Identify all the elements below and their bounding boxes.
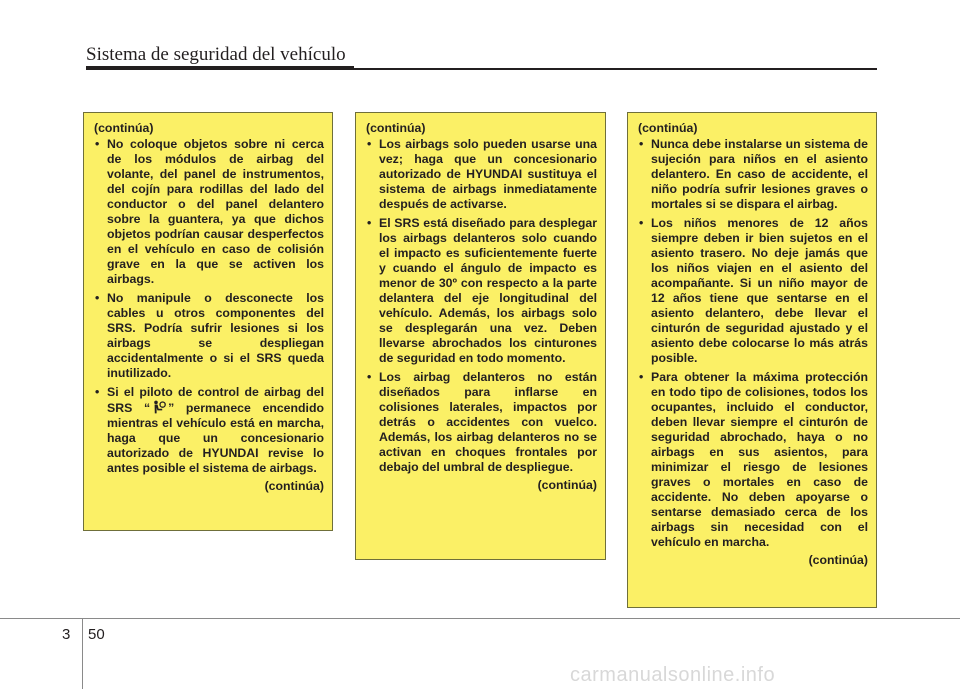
bullet-list [366, 137, 597, 475]
bullet-item: • No coloque objetos sobre ni cerca de los módulos de airbag del volante, del panel de instrumentos, del cojín para rodillas del lado del conductor o del panel delantero sobre la guantera, ya que dichos objetos podrían causar desperfectos en el vehículo en caso de colisión grave en la que se activen los airbags. [94, 137, 324, 287]
footer-rule [0, 618, 960, 619]
bullet-item-airbag-light [94, 385, 324, 476]
bullet-list [638, 137, 868, 550]
header-bar [86, 66, 354, 70]
bullet-item: • Para obtener la máxima protección en todo tipo de colisiones, todos los ocupantes, incluido el conductor, deben llevar siempre el cinturón de seguridad abrochado, haya o no airbags en sus asientos, para minimizar el riesgo de lesiones graves o mortales en caso de accidente. No deben apoyarse o sentarse demasiado cerca de los airbags sin necesidad con el vehículo en marcha. [638, 370, 868, 550]
warning-panel-2 [355, 112, 606, 560]
watermark-text: carmanualsonline.info [570, 664, 776, 686]
bullet-item: • Los airbags solo pueden usarse una vez; haga que un concesionario autorizado de HYUNDAI sustituya el sistema de airbags inmediatamente después de activarse. [366, 137, 597, 212]
warning-panel-3 [627, 112, 877, 608]
bullet-item: • El SRS está diseñado para desplegar los airbags delanteros solo cuando el impacto es suficientemente fuerte y cuando el ángulo de impacto es menor de 30º con respecto a la parte delantera del eje longitudinal del vehículo. Además, los airbags solo se desplegarán una vez. Deben llevarse abrochados los cinturones de seguridad en todo momento. [366, 216, 597, 366]
warning-panel-1 [83, 112, 333, 531]
footer-divider [82, 618, 83, 689]
bullet-list [94, 137, 324, 476]
continued-label-bottom: (continúa) [264, 479, 324, 493]
bullet-item: • No manipule o desconecte los cables u otros componentes del SRS. Podría sufrir lesiones si los airbags se despliegan accidentalmente o si el SRS queda inutilizado. [94, 291, 324, 381]
continued-label-bottom: (continúa) [808, 553, 868, 567]
continued-label-bottom: (continúa) [537, 478, 597, 492]
header-rule [354, 68, 877, 70]
airbag-warning-icon [152, 400, 166, 414]
bullet-item: • Nunca debe instalarse un sistema de sujeción para niños en el asiento delantero. En caso de accidente, el niño podría sufrir lesiones graves o mortales si se dispara el airbag. [638, 137, 868, 212]
continued-label-top: (continúa) [94, 121, 154, 135]
bullet-text: Si el piloto de control de airbag del SRS “ [107, 385, 324, 415]
page-number: 50 [88, 626, 105, 643]
bullet-item: • Los airbag delanteros no están diseñados para inflarse en colisiones laterales, impactos por detrás o accidentes con vuelco. Además, los airbag delanteros no se activan en choques frontales por debajo del umbral de despliegue. [366, 370, 597, 475]
continued-label-top: (continúa) [366, 121, 426, 135]
bullet-text: ” permanece encendido mientras el vehículo está en marcha, haga que un concesionario autorizado de HYUNDAI revise lo antes posible el sistema de airbags. [107, 401, 324, 475]
page-header-title: Sistema de seguridad del vehículo [86, 44, 346, 65]
bullet-item: • Los niños menores de 12 años siempre deben ir bien sujetos en el asiento trasero. No deje jamás que los niños viajen en el asiento del acompañante. Si un niño mayor de 12 años tiene que sentarse en el asiento delantero, debe llevar el cinturón de seguridad ajustado y el asiento debe colocarse lo más atrás posible. [638, 216, 868, 366]
section-number: 3 [62, 626, 71, 643]
continued-label-top: (continúa) [638, 121, 698, 135]
